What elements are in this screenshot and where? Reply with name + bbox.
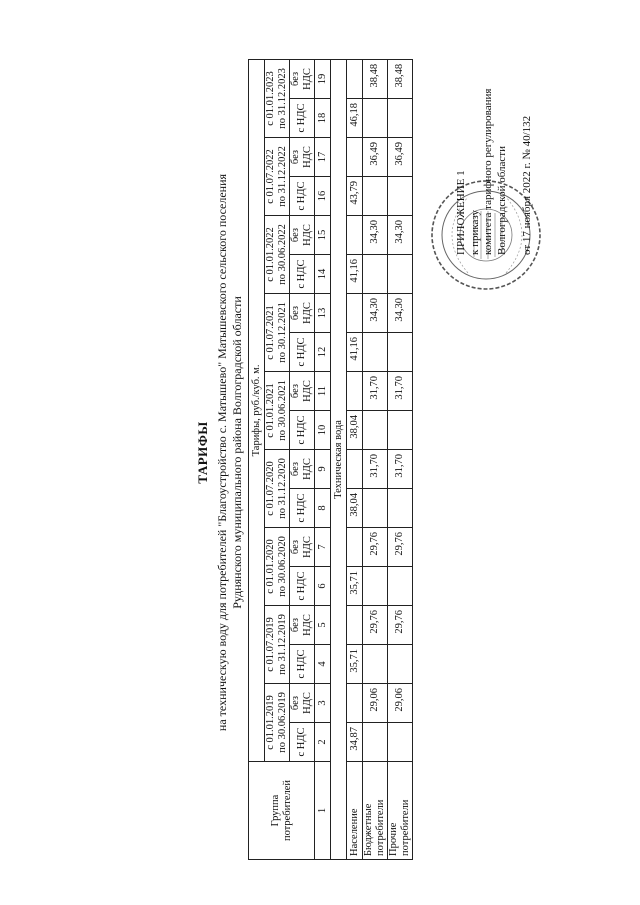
document-subtitle-line2: Руднянского муниципального района Волгоградской области: [230, 296, 244, 609]
column-number: 13: [315, 294, 331, 333]
tariff-cell: [363, 567, 388, 606]
column-number: 1: [315, 762, 331, 860]
period-to: по 30.06.2019: [277, 692, 288, 753]
tariff-cell: [347, 59, 363, 98]
period-header: [265, 528, 290, 606]
section-technical-water: Техническая вода: [331, 59, 347, 859]
consumer-group: Бюджетные потребители: [363, 762, 388, 860]
tariff-cell: [347, 528, 363, 567]
vat-without-header: без НДС: [290, 59, 315, 98]
column-number: 8: [315, 489, 331, 528]
document-subtitle-line1: на техническую воду для потребителей "Благоустройство с. Матышево" Матышевского сельского поселения: [215, 173, 229, 732]
period-header: [265, 606, 290, 684]
tariff-cell: [388, 333, 413, 372]
vat-with-header: с НДС: [290, 723, 315, 762]
vat-without-header: без НДС: [290, 528, 315, 567]
column-number: 7: [315, 528, 331, 567]
consumer-group: Прочие потребители: [388, 762, 413, 860]
period-header: [265, 684, 290, 762]
tariff-cell: 34,30: [363, 294, 388, 333]
tariff-cell: [363, 177, 388, 216]
table-row: [388, 59, 413, 859]
period-from: с 01.01.2019: [265, 695, 276, 750]
column-number: 2: [315, 723, 331, 762]
tariff-cell: [363, 255, 388, 294]
header-row-periods: [265, 59, 290, 859]
tariff-cell: 29,76: [388, 528, 413, 567]
period-header: [265, 294, 290, 372]
column-number: 15: [315, 216, 331, 255]
consumer-group: Население: [347, 762, 363, 860]
tariff-cell: 36,49: [388, 138, 413, 177]
vat-with-header: с НДС: [290, 177, 315, 216]
column-number: 3: [315, 684, 331, 723]
tariff-cell: 31,70: [388, 372, 413, 411]
tariff-cell: 35,71: [347, 567, 363, 606]
appendix-committee: комитета тарифного регулирования: [482, 88, 494, 255]
vat-with-header: с НДС: [290, 333, 315, 372]
header-row-column-numbers: [315, 59, 331, 859]
period-from: с 01.07.2020: [265, 461, 276, 516]
tariff-cell: 43,79: [347, 177, 363, 216]
tariff-cell: 46,18: [347, 99, 363, 138]
tariff-cell: 41,16: [347, 333, 363, 372]
appendix-title: ПРИЛОЖЕНИЕ 1: [455, 170, 467, 255]
period-header: [265, 372, 290, 450]
vat-with-header: с НДС: [290, 411, 315, 450]
vat-without-header: без НДС: [290, 684, 315, 723]
table-row: [347, 59, 363, 859]
tariff-cell: [347, 294, 363, 333]
tariff-cell: [347, 684, 363, 723]
period-from: с 01.01.2021: [265, 383, 276, 438]
document-title: ТАРИФЫ: [195, 421, 210, 484]
tariff-cell: [347, 372, 363, 411]
tariff-cell: 29,76: [363, 606, 388, 645]
vat-without-header: без НДС: [290, 450, 315, 489]
column-number: 18: [315, 99, 331, 138]
appendix-order: к приказу: [468, 209, 481, 255]
tariff-cell: [388, 99, 413, 138]
appendix-block: [455, 35, 535, 255]
tariff-cell: [363, 723, 388, 762]
period-to: по 31.12.2023: [277, 68, 288, 129]
period-header: [265, 138, 290, 216]
tariff-cell: 38,04: [347, 411, 363, 450]
tariff-cell: [388, 645, 413, 684]
tariff-cell: 29,76: [363, 528, 388, 567]
column-number: 4: [315, 645, 331, 684]
period-from: с 01.01.2022: [265, 227, 276, 282]
tariff-cell: [363, 333, 388, 372]
period-from: с 01.07.2019: [265, 617, 276, 672]
tariff-cell: 31,70: [363, 450, 388, 489]
tariff-cell: [388, 177, 413, 216]
tariff-cell: [363, 99, 388, 138]
tariff-cell: [347, 450, 363, 489]
group-header: Группа потребителей: [249, 762, 315, 860]
vat-without-header: без НДС: [290, 294, 315, 333]
column-number: 10: [315, 411, 331, 450]
period-to: по 30.06.2021: [277, 380, 288, 441]
tariff-cell: 34,30: [363, 216, 388, 255]
vat-with-header: с НДС: [290, 567, 315, 606]
vat-with-header: с НДС: [290, 645, 315, 684]
header-row-tariffs: [249, 59, 265, 859]
vat-without-header: без НДС: [290, 216, 315, 255]
vat-with-header: с НДС: [290, 489, 315, 528]
tariff-cell: 29,06: [388, 684, 413, 723]
tariff-cell: [388, 567, 413, 606]
tariff-cell: 36,49: [363, 138, 388, 177]
tariff-cell: [363, 489, 388, 528]
period-from: с 01.07.2022: [265, 149, 276, 204]
period-to: по 30.06.2020: [277, 536, 288, 597]
tariff-cell: [347, 606, 363, 645]
appendix-region: Волгоградской области: [495, 146, 508, 255]
tariff-cell: 34,30: [388, 216, 413, 255]
tariff-cell: 31,70: [388, 450, 413, 489]
period-header: [265, 216, 290, 294]
vat-without-header: без НДС: [290, 372, 315, 411]
period-from: с 01.01.2023: [265, 71, 276, 126]
column-number: 14: [315, 255, 331, 294]
table-body: [347, 59, 413, 859]
column-number: 12: [315, 333, 331, 372]
tariff-cell: [388, 411, 413, 450]
column-number: 17: [315, 138, 331, 177]
column-number: 9: [315, 450, 331, 489]
period-header: [265, 59, 290, 137]
section-row: [331, 59, 347, 859]
tariff-cell: 34,87: [347, 723, 363, 762]
period-to: по 31.12.2022: [277, 146, 288, 207]
column-number: 5: [315, 606, 331, 645]
tariff-cell: [347, 138, 363, 177]
tariff-cell: 31,70: [363, 372, 388, 411]
period-to: по 31.12.2020: [277, 458, 288, 519]
period-to: по 30.12.2021: [277, 302, 288, 363]
period-from: с 01.01.2020: [265, 539, 276, 594]
period-to: по 30.06.2022: [277, 224, 288, 285]
vat-with-header: с НДС: [290, 255, 315, 294]
tariff-cell: 35,71: [347, 645, 363, 684]
tariff-cell: [363, 411, 388, 450]
header-row-vat: [290, 59, 315, 859]
column-number: 16: [315, 177, 331, 216]
tariff-cell: 34,30: [388, 294, 413, 333]
column-number: 19: [315, 59, 331, 98]
period-from: с 01.07.2021: [265, 305, 276, 360]
period-to: по 31.12.2019: [277, 614, 288, 675]
tariff-cell: 38,48: [363, 59, 388, 98]
tariff-cell: [388, 723, 413, 762]
vat-with-header: с НДС: [290, 99, 315, 138]
tariff-cell: 38,48: [388, 59, 413, 98]
vat-without-header: без НДС: [290, 606, 315, 645]
appendix-date: от 17 ноября 2022 г. № 40/132: [521, 115, 533, 255]
tariff-table: [248, 59, 413, 860]
tariff-cell: 29,06: [363, 684, 388, 723]
period-header: [265, 450, 290, 528]
tariff-cell: [363, 645, 388, 684]
column-number: 11: [315, 372, 331, 411]
tariff-cell: [347, 216, 363, 255]
tariff-cell: [388, 489, 413, 528]
tariff-cell: [388, 255, 413, 294]
tariffs-header: Тарифы, руб./куб. м.: [249, 59, 265, 761]
column-number: 6: [315, 567, 331, 606]
table-row: [363, 59, 388, 859]
tariff-cell: 41,16: [347, 255, 363, 294]
tariff-cell: 38,04: [347, 489, 363, 528]
tariff-cell: 29,76: [388, 606, 413, 645]
vat-without-header: без НДС: [290, 138, 315, 177]
